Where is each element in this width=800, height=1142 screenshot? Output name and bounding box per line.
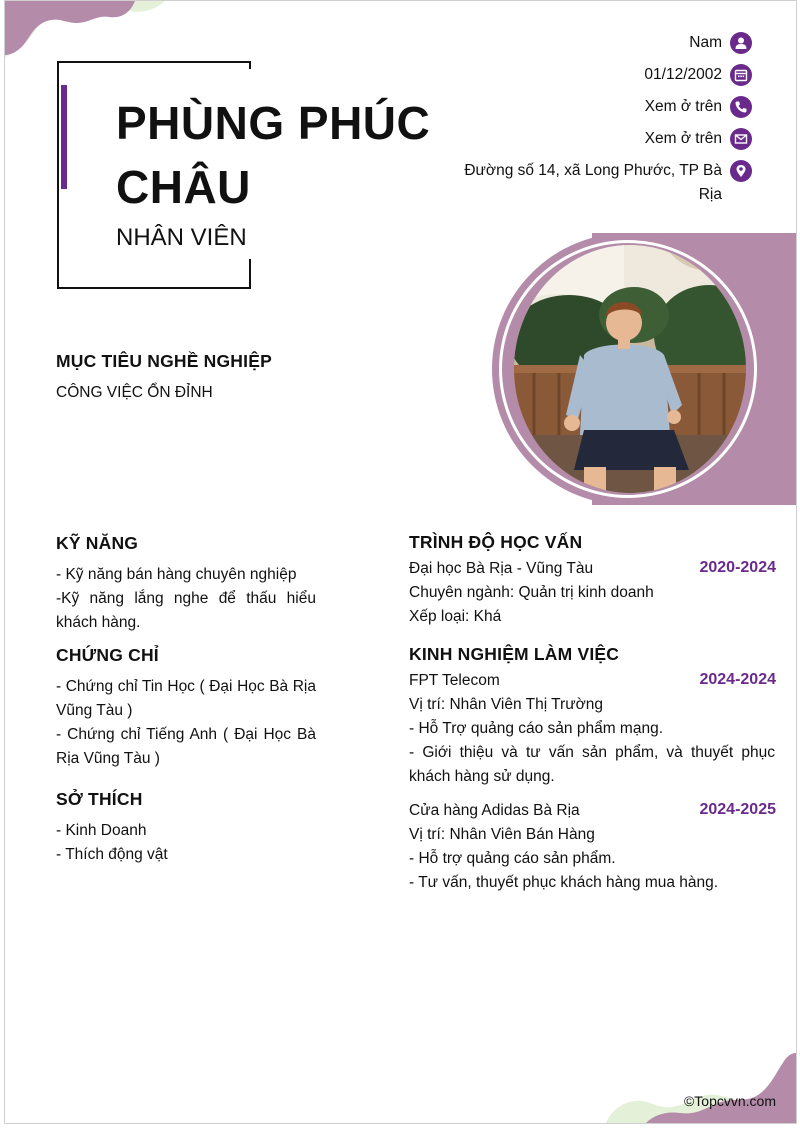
job-position: Vị trí: Nhân Viên Bán Hàng (409, 826, 595, 843)
experience-title: KINH NGHIỆM LÀM VIỆC (409, 644, 620, 664)
job-years: 2024-2025 (699, 801, 776, 818)
objective-text: CÔNG VIỆC ỔN ĐỈNH (56, 384, 213, 401)
gender-text: Nam (689, 34, 722, 51)
education-school: Đại học Bà Rịa - Vũng Tàu (409, 560, 594, 577)
certificates-title: CHỨNG CHỈ (56, 645, 159, 665)
contact-email (422, 127, 752, 151)
contact-gender (422, 31, 752, 55)
avatar (514, 245, 746, 493)
job-position: Vị trí: Nhân Viên Thị Trường (409, 696, 603, 713)
skills-item: -Kỹ năng lắng nghe để thấu hiểu khách hàng. (56, 590, 316, 631)
education-rank: Xếp loại: Khá (409, 608, 502, 625)
phone-text: Xem ở trên (644, 98, 722, 115)
hobby-item: - Kinh Doanh (56, 822, 147, 839)
education-title: TRÌNH ĐỘ HỌC VẤN (409, 532, 583, 552)
calendar-icon (730, 64, 752, 86)
email-text: Xem ở trên (644, 130, 722, 147)
certificate-item: - Chứng chỉ Tiếng Anh ( Đại Học Bà Rịa Vũng Tàu ) (56, 726, 316, 767)
certificate-item: - Chứng chỉ Tin Học ( Đại Học Bà Rịa Vũng Tàu ) (56, 678, 316, 719)
contact-birthday (422, 63, 752, 87)
birthday-text: 01/12/2002 (644, 66, 722, 83)
user-icon (730, 32, 752, 54)
envelope-icon (730, 128, 752, 150)
address-text: Đường số 14, xã Long Phước, TP Bà Rịa (464, 162, 722, 203)
footer-copyright: ©Topcvvn.com (683, 1093, 776, 1109)
job-company: Cửa hàng Adidas Bà Rịa (409, 802, 580, 819)
hobby-item: - Thích động vật (56, 846, 168, 863)
education-years: 2020-2024 (699, 559, 776, 576)
job-company: FPT Telecom (409, 672, 500, 689)
education-major: Chuyên ngành: Quản trị kinh doanh (409, 584, 654, 601)
contact-block (422, 31, 752, 215)
phone-icon (730, 96, 752, 118)
job-duty: - Tư vấn, thuyết phục khách hàng mua hàng. (409, 874, 719, 891)
decorative-blob-bottom (606, 1053, 796, 1123)
contact-phone (422, 95, 752, 119)
candidate-name: PHÙNG PHÚC CHÂU (116, 97, 431, 213)
job-duty: - Hỗ trợ quảng cáo sản phẩm. (409, 850, 616, 867)
job-years: 2024-2024 (699, 671, 776, 688)
job-duty: - Giới thiệu và tư vấn sản phẩm, và thuyết phục khách hàng sử dụng. (409, 744, 775, 785)
map-pin-icon (730, 160, 752, 182)
skills-item: - Kỹ năng bán hàng chuyên nghiệp (56, 566, 297, 583)
candidate-title: NHÂN VIÊN (116, 224, 247, 251)
accent-bar (61, 85, 67, 189)
skills-title: KỸ NĂNG (56, 533, 139, 553)
hobbies-title: SỞ THÍCH (56, 789, 143, 809)
decorative-blob-top (5, 1, 165, 61)
cv-page (4, 0, 797, 1124)
contact-address (422, 159, 752, 207)
job-duty: - Hỗ Trợ quảng cáo sản phẩm mạng. (409, 720, 663, 737)
objective-title: MỤC TIÊU NGHỀ NGHIỆP (56, 351, 272, 371)
